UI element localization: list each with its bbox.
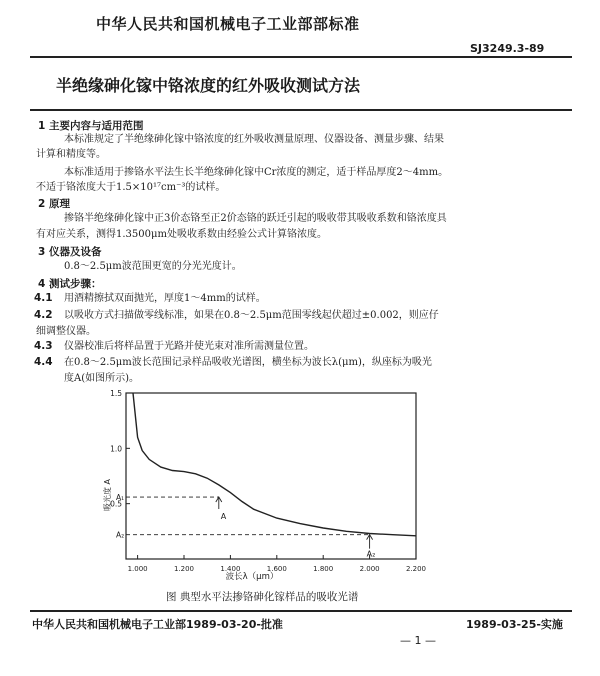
title-rule [30,109,572,111]
section-4-heading: 4 测试步骤： [38,278,102,290]
step-4-4-line2: 度A(如图所示)。 [64,373,140,384]
header-rule [30,56,572,58]
x-tick-label: 1.400 [220,565,241,573]
step-4-3-text: 仪器校准后将样品置于光路并使光束对准所需测量位置。 [64,341,314,352]
step-4-1-number: 4.1 [34,292,53,304]
section-3-line1: 0.8～2.5μm波范围更宽的分光光度计。 [64,261,242,272]
standard-org-header: 中华人民共和国机械电子工业部部标准 [96,15,360,33]
absorption-curve [133,393,416,536]
page-number: — 1 — [400,634,436,647]
x-tick-label: 2.200 [405,565,427,573]
step-4-4-number: 4.4 [34,356,53,368]
effective-date: 1989-03-25-实施 [466,618,563,631]
annotation-a1-label: A₁ [116,493,125,503]
step-4-2-number: 4.2 [34,309,53,321]
section-1-heading: 1 主要内容与适用范围 [38,120,144,132]
document-title: 半绝缘砷化镓中铬浓度的红外吸收测试方法 [56,76,361,95]
x-tick-label: 1.000 [127,565,148,573]
x-tick-label: 1.600 [266,565,287,573]
section-2-line1: 掺铬半绝缘砷化镓中正3价态铬至正2价态铬的跃迁引起的吸收带其吸收系数和铬浓度具 [64,213,447,224]
y-tick-label: 1.0 [110,444,122,454]
x-axis-label: 波长λ（μm） [225,572,279,582]
section-1-para1-line2: 计算和精度等。 [36,149,106,160]
y-tick-label: 0.5 [110,499,122,509]
section-1-para2-line1: 本标准适用于掺铬水平法生长半绝缘砷化镓中Cr浓度的测定，适于样品厚度2～4mm。 [64,167,449,178]
section-2-heading: 2 原理 [38,198,70,210]
footer-rule [30,610,572,612]
y-axis-label: 吸光度 A [103,478,112,512]
approval-line: 中华人民共和国机械电子工业部1989-03-20-批准 [32,618,283,631]
y-tick-label: 1.5 [110,389,122,398]
step-4-1-text: 用酒精擦拭双面抛光，厚度1～4mm的试样。 [64,293,266,304]
section-2-line2: 有对应关系，测得1.3500μm处吸收系数由经验公式计算铬浓度。 [36,229,327,240]
step-4-2-line1: 以吸收方式扫描做零线标准，如果在0.8～2.5μm范围零线起伏超过±0.002，则应仔 [64,310,439,321]
section-1-para1-line1: 本标准规定了半绝缘砷化镓中铬浓度的红外吸收测量原理、仪器设备、测量步骤、结果 [64,134,444,145]
annotation-a2-axis-label: A₂ [116,530,125,540]
x-tick-label: 1.200 [173,565,195,573]
standard-code: SJ3249.3-89 [470,42,545,55]
annotation-a-label: A [220,512,227,522]
step-4-2-line2: 细调整仪器。 [36,326,96,337]
step-4-3-number: 4.3 [34,340,53,352]
x-tick-label: 1.800 [313,565,334,573]
absorption-spectrum-chart [0,385,600,585]
step-4-4-line1: 在0.8～2.5μm波长范围记录样品吸收光谱图，横坐标为波长λ(μm)，纵座标为吸光 [64,357,432,368]
section-1-para2-line2: 不适于铬浓度大于1.5×10¹⁷cm⁻³的试样。 [36,182,226,193]
annotation-a2-label: A₂ [366,549,376,559]
x-tick-label: 2.000 [359,565,380,573]
figure-caption: 图 典型水平法掺铬砷化镓样品的吸收光谱 [166,591,359,603]
section-3-heading: 3 仪器及设备 [38,246,102,258]
